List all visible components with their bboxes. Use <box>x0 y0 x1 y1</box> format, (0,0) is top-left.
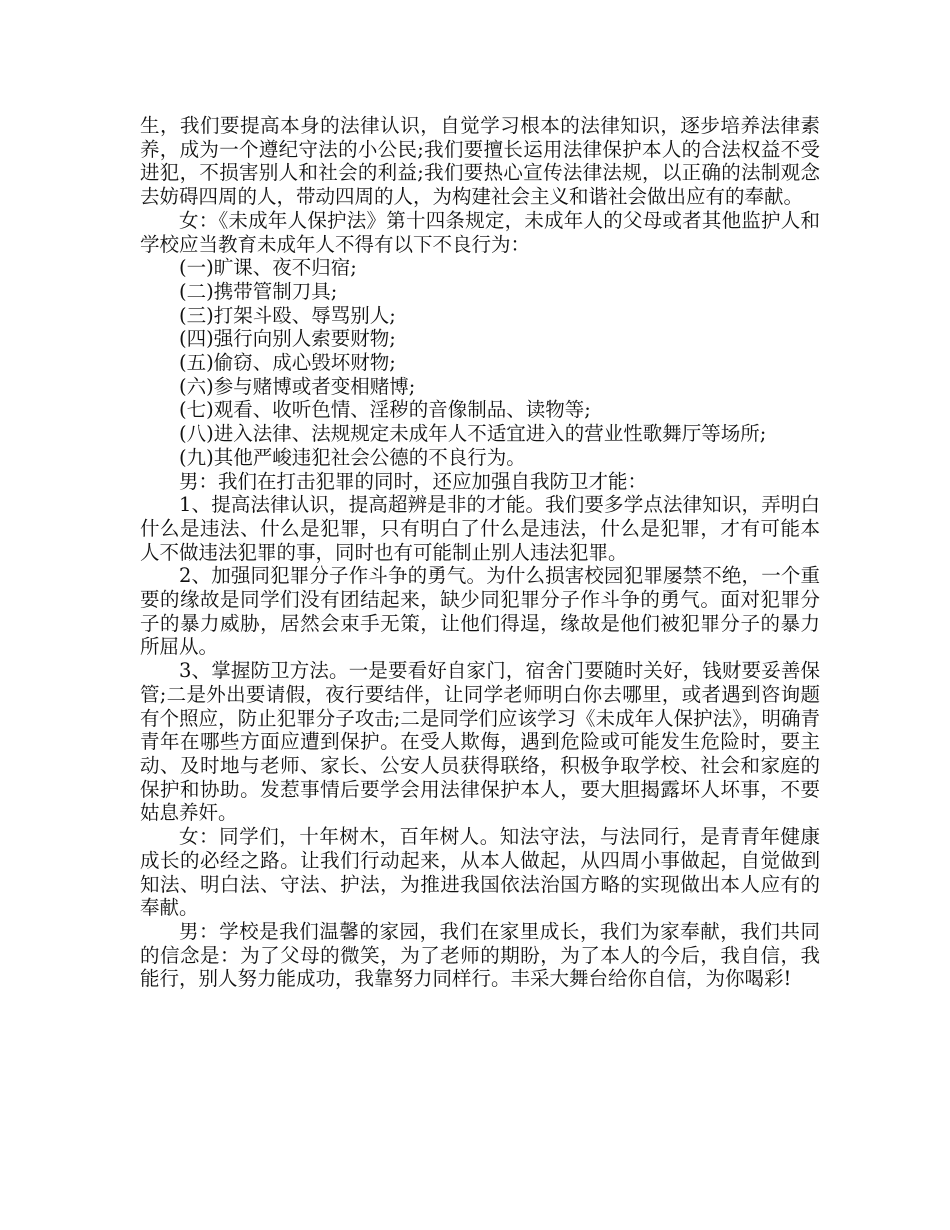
paragraph-male-self-defense: 男：我们在打击犯罪的同时，还应加强自我防卫才能： <box>179 469 648 493</box>
document-body <box>140 114 820 991</box>
list-item-8: (八)进入法律、法规规定未成年人不适宜进入的营业性歌舞厅等场所; <box>179 422 767 446</box>
paragraph-point-2: 2、加强同犯罪分子作斗争的勇气。为什么损害校园犯罪屡禁不绝，一个重要的缘故是同学们没有团结起来，缺少同犯罪分子作斗争的勇气。面对犯罪分子的暴力威胁，居然会束手无策，让他们得逞，缘故是他们被犯罪分子的暴力所屈从。 <box>140 564 820 659</box>
list-item-7: (七)观看、收听色情、淫秽的音像制品、读物等; <box>179 398 591 422</box>
paragraph-point-1: 1、提高法律认识，提高超辨是非的才能。我们要多学点法律知识，弄明白什么是违法、什么是犯罪，只有明白了什么是违法，什么是犯罪，才有可能本人不做违法犯罪的事，同时也有可能制止别人违法犯罪。 <box>140 493 820 564</box>
list-item-2: (二)携带管制刀具; <box>179 279 338 303</box>
list-item-3: (三)打架斗殴、辱骂别人; <box>179 303 396 327</box>
paragraph-male-closing: 男：学校是我们温馨的家园，我们在家里成长，我们为家奉献，我们共同的信念是：为了父母的微笑，为了老师的期盼，为了本人的今后，我自信，我能行，别人努力能成功，我靠努力同样行。丰采大舞台给你自信，为你喝彩! <box>140 919 820 991</box>
paragraph-intro: 生，我们要提高本身的法律认识，自觉学习根本的法律知识，逐步培养法律素养，成为一个遵纪守法的小公民;我们要擅长运用法律保护本人的合法权益不受进犯，不损害别人和社会的利益;我们要热心宣传法律法规，以正确的法制观念去妨碍四周的人，带动四周的人，为构建社会主义和谐社会做出应有的奉献。 <box>140 114 820 209</box>
paragraph-female-closing: 女：同学们，十年树木，百年树人。知法守法，与法同行，是青青年健康成长的必经之路。让我们行动起来，从本人做起，从四周小事做起，自觉做到知法、明白法、守法、护法，为推进我国依法治国方略的实现做出本人应有的奉献。 <box>140 825 820 920</box>
list-item-1: (一)旷课、夜不归宿; <box>179 256 357 280</box>
list-item-6: (六)参与赌博或者变相赌博; <box>179 374 416 398</box>
paragraph-female-law-article: 女：《未成年人保护法》第十四条规定，未成年人的父母或者其他监护人和学校应当教育未成年人不得有以下不良行为： <box>140 208 820 256</box>
list-item-9: (九)其他严峻违犯社会公德的不良行为。 <box>179 445 526 469</box>
list-item-5: (五)偷窃、成心毁坏财物; <box>179 351 396 375</box>
paragraph-point-3: 3、掌握防卫方法。一是要看好自家门，宿舍门要随时关好，钱财要妥善保管;二是外出要请假，夜行要结伴，让同学老师明白你去哪里，或者遇到咨询题有个照应，防止犯罪分子攻击;二是同学们应该学习《未成年人保护法》，明确青青年在哪些方面应遭到保护。在受人欺侮，遇到危险或可能发生危险时，要主动、及时地与老师、家长、公安人员获得联络，积极争取学校、社会和家庭的保护和协助。发惹事情后要学会用法律保护本人，要大胆揭露坏人坏事，不要姑息养奸。 <box>140 659 820 825</box>
list-item-4: (四)强行向别人索要财物; <box>179 327 396 351</box>
